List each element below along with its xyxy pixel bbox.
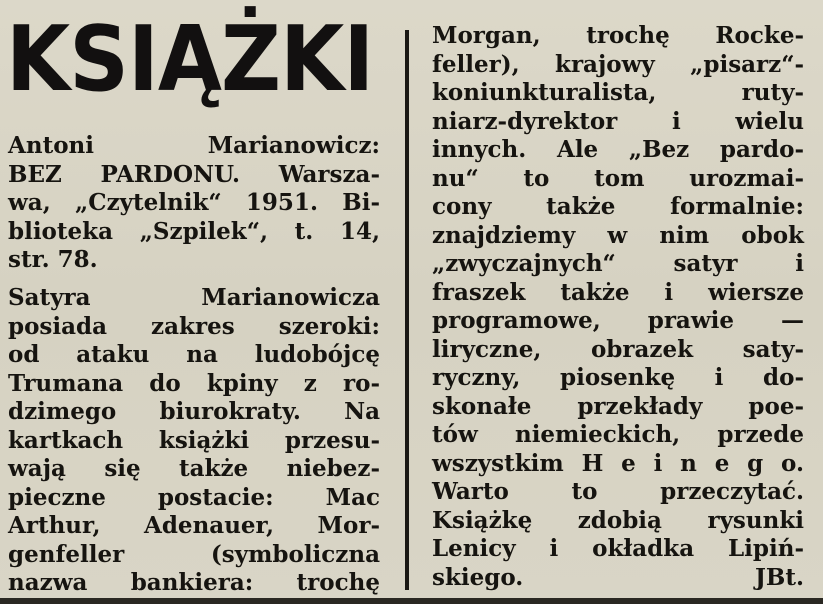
book-info-line: blioteka „Szpilek“, t. 14, (8, 217, 380, 245)
body-line: koniunkturalista, ruty- (432, 79, 804, 106)
body-line: Morgan, trochę Rocke- (432, 22, 804, 49)
body-line: Warto to przeczytać. (432, 478, 804, 505)
body-line: ryczny, piosenkę i do- (432, 364, 804, 391)
closing-line (432, 564, 804, 593)
body-line: nu“ to tom urozmai- (432, 164, 804, 192)
review-body-right (432, 22, 804, 592)
book-info-line: wa, „Czytelnik“ 1951. Bi- (8, 189, 380, 216)
body-line: programowe, prawie — (432, 307, 804, 334)
body-line: pieczne postacie: Mac (8, 483, 380, 511)
section-heading: KSIĄŻKI (6, 7, 374, 112)
body-line: skonałe przekłady poe- (432, 392, 804, 420)
review-body-left (8, 284, 380, 598)
body-line: wszystkim H e i n e g o. (432, 449, 804, 477)
body-line: cony także formalnie: (432, 193, 804, 220)
body-line: wają się także niebez- (8, 455, 380, 482)
body-line: liryczne, obrazek saty- (432, 335, 804, 363)
book-info (8, 132, 380, 275)
body-line: posiada zakres szeroki: (8, 312, 380, 340)
body-line: Satyra Marianowicza (8, 284, 380, 311)
body-line: fraszek także i wiersze (432, 278, 804, 306)
body-line: Książkę zdobią rysunki (432, 506, 804, 534)
body-line: dzimego biurokraty. Na (8, 398, 380, 425)
closing-text: skiego. (432, 563, 524, 591)
body-line: od ataku na ludobójcę (8, 341, 380, 368)
body-line: Arthur, Adenauer, Mor- (8, 512, 380, 539)
author-signature: JBt. (755, 563, 804, 591)
body-line: innych. Ale „Bez pardo- (432, 136, 804, 163)
body-line: „zwyczajnych“ satyr i (432, 250, 804, 277)
body-line: niarz-dyrektor i wielu (432, 107, 804, 135)
body-line: kartkach książki przesu- (8, 426, 380, 454)
body-line: nazwa bankiera: trochę (8, 569, 380, 596)
body-line: Trumana do kpiny z ro- (8, 369, 380, 397)
bottom-border (0, 598, 823, 604)
body-line: tów niemieckich, przede (432, 421, 804, 448)
book-info-line: BEZ PARDONU. Warsza- (8, 160, 380, 188)
body-line: Lenicy i okładka Lipiń- (432, 535, 804, 562)
body-line: feller), krajowy „pisarz“- (432, 50, 804, 78)
body-line: genfeller (symboliczna (8, 540, 380, 568)
column-divider (405, 30, 409, 590)
body-line: znajdziemy w nim obok (432, 221, 804, 249)
book-info-line: Antoni Marianowicz: (8, 132, 380, 159)
book-info-line: str. 78. (8, 246, 98, 273)
